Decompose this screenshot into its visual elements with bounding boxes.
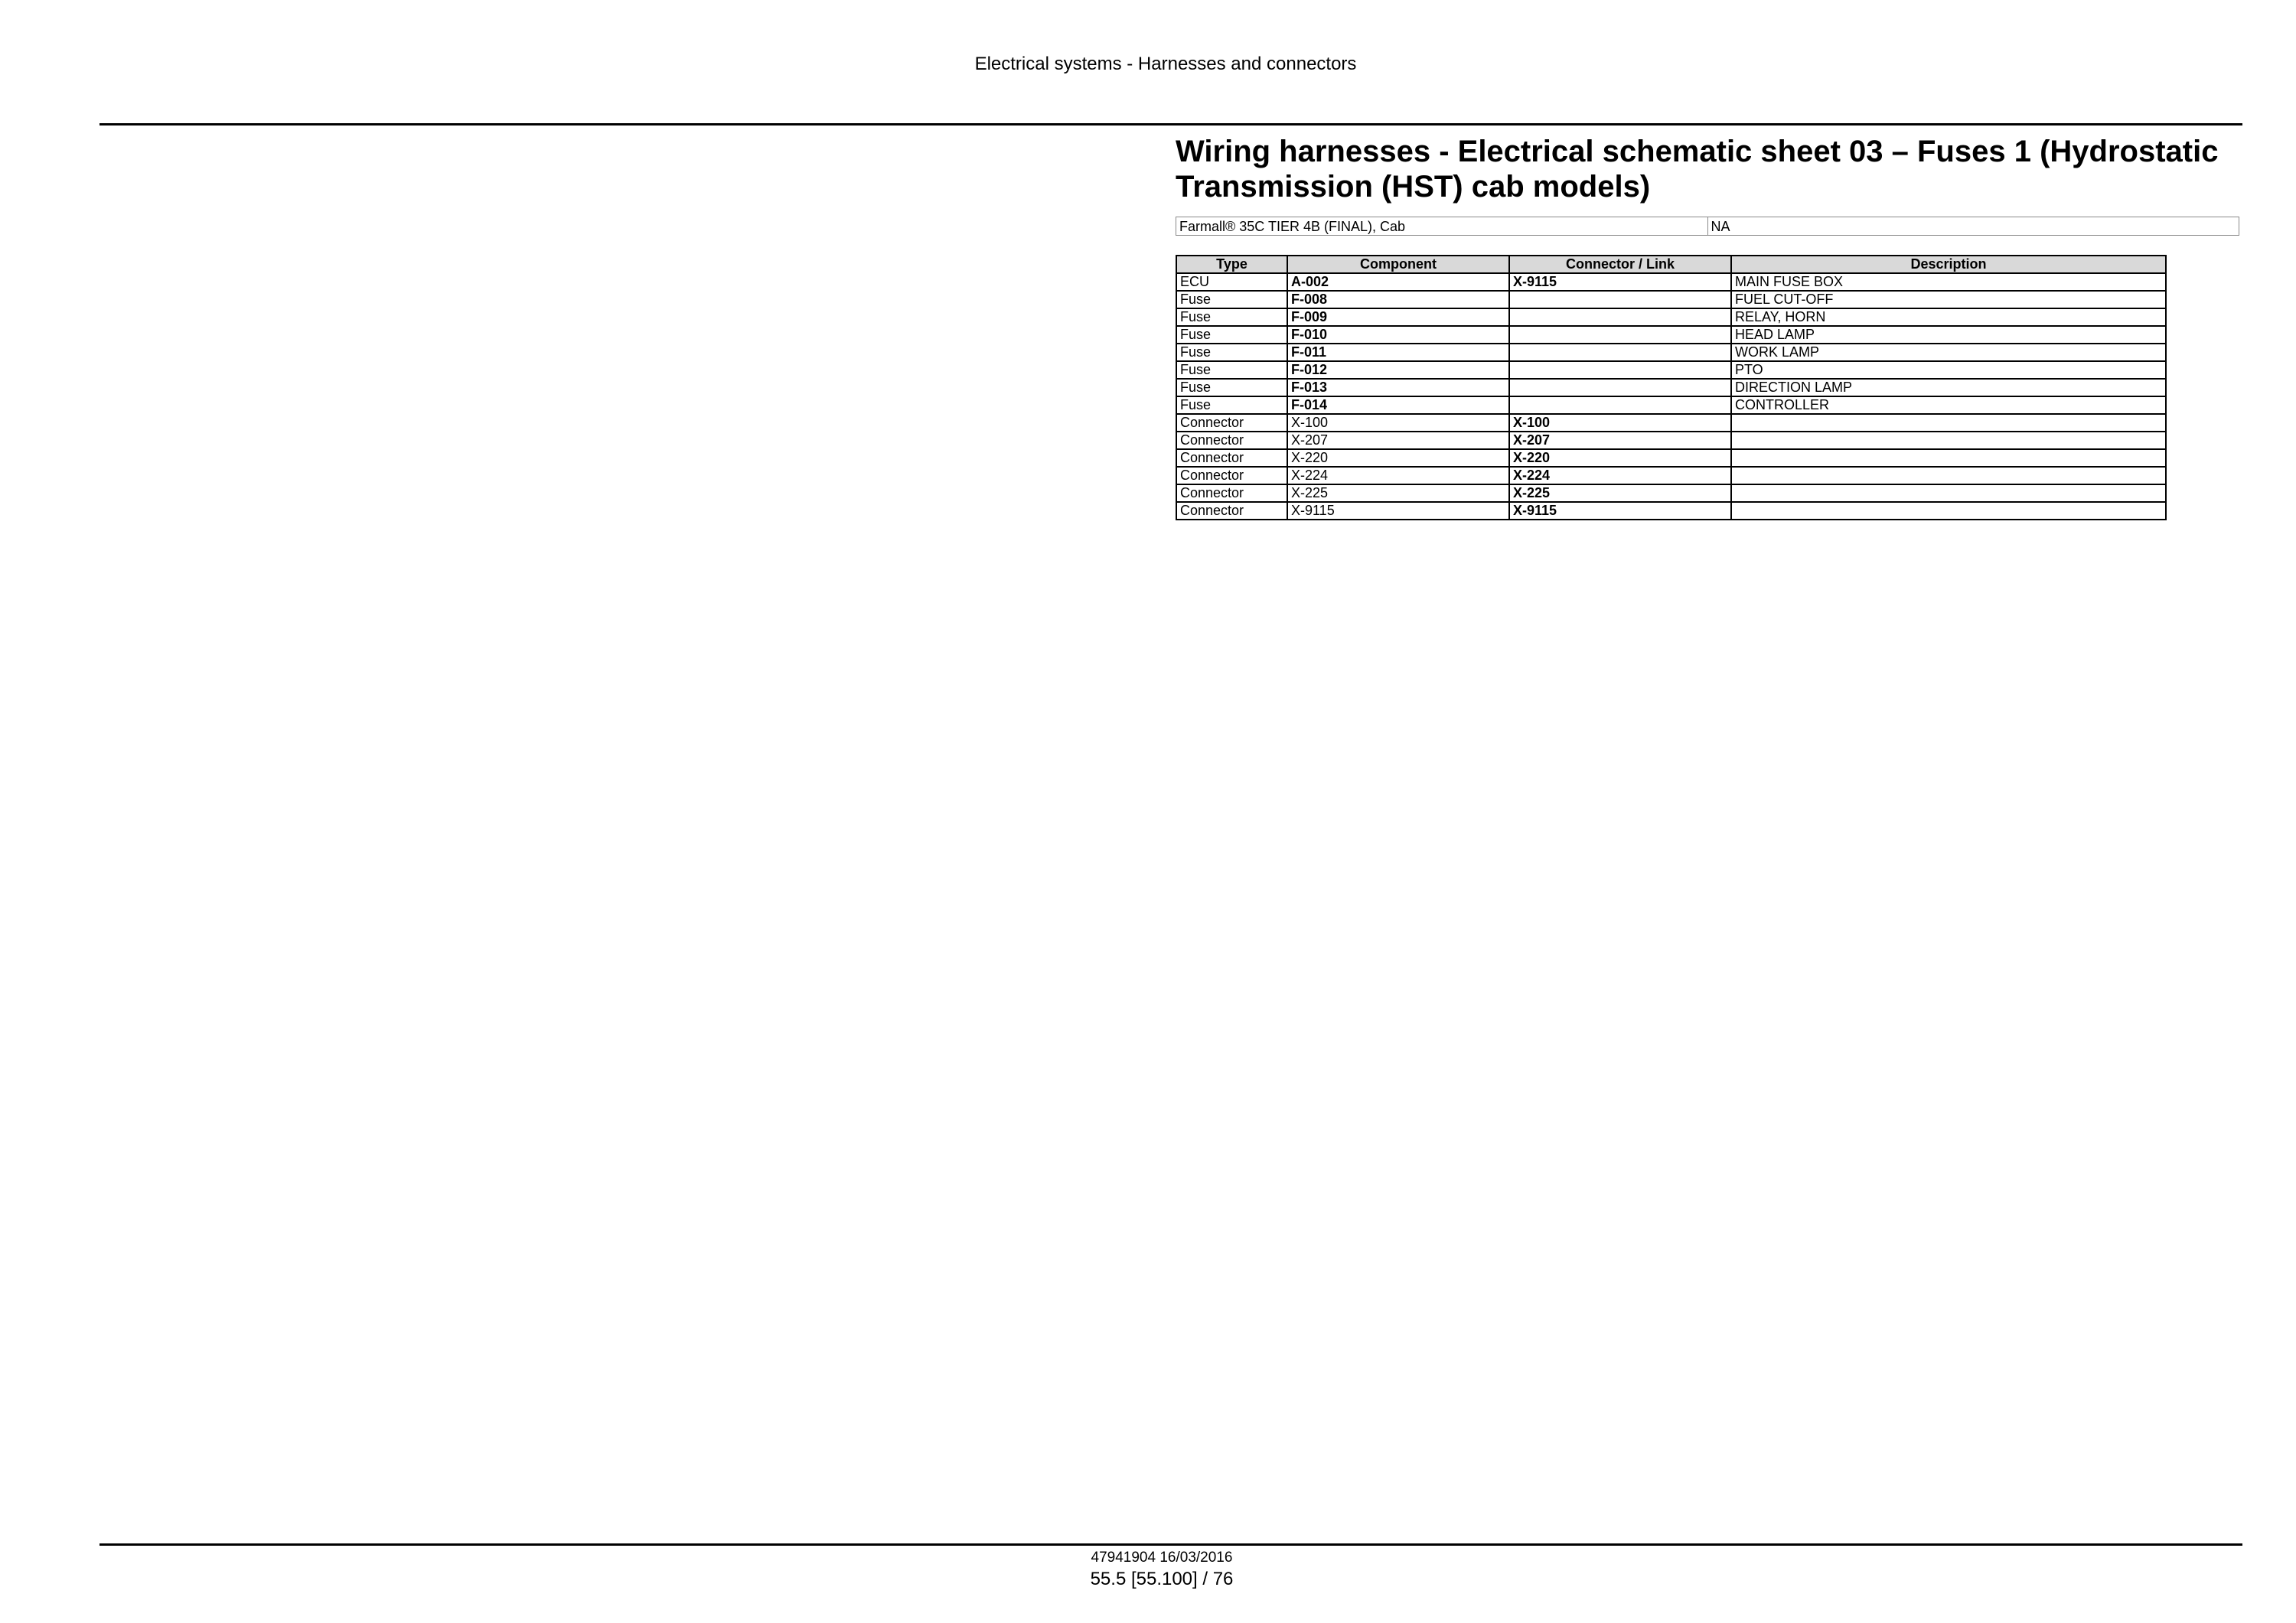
table-row	[1176, 326, 2166, 344]
cell-component: F-014	[1287, 396, 1509, 414]
table-row	[1176, 484, 2166, 502]
cell-type: Fuse	[1176, 308, 1287, 326]
cell-description: HEAD LAMP	[1731, 326, 2166, 344]
cell-component: X-9115	[1287, 502, 1509, 520]
model-info-table	[1176, 217, 2239, 236]
cell-connector	[1509, 379, 1731, 396]
table-row	[1176, 273, 2166, 291]
table-row	[1176, 344, 2166, 361]
cell-description	[1731, 432, 2166, 449]
cell-connector	[1509, 308, 1731, 326]
cell-connector	[1509, 361, 1731, 379]
cell-connector: X-224	[1509, 467, 1731, 484]
cell-connector	[1509, 396, 1731, 414]
cell-component: F-011	[1287, 344, 1509, 361]
table-row	[1176, 414, 2166, 432]
cell-component: X-225	[1287, 484, 1509, 502]
cell-component: X-207	[1287, 432, 1509, 449]
market-code: NA	[1707, 217, 2239, 236]
cell-description	[1731, 467, 2166, 484]
column-header-component: Component	[1287, 256, 1509, 273]
column-header-description: Description	[1731, 256, 2166, 273]
cell-connector: X-9115	[1509, 273, 1731, 291]
cell-description	[1731, 414, 2166, 432]
cell-description: FUEL CUT-OFF	[1731, 291, 2166, 308]
parts-table-header-row	[1176, 256, 2166, 273]
parts-table	[1176, 255, 2167, 520]
cell-connector: X-207	[1509, 432, 1731, 449]
cell-type: Connector	[1176, 484, 1287, 502]
cell-type: Connector	[1176, 432, 1287, 449]
column-header-connector: Connector / Link	[1509, 256, 1731, 273]
document-reference: 47941904 16/03/2016	[1091, 1550, 1233, 1566]
cell-component: A-002	[1287, 273, 1509, 291]
cell-type: Fuse	[1176, 361, 1287, 379]
section-title: Wiring harnesses - Electrical schematic sheet 03 – Fuses 1 (Hydrostatic Transmission (HST) cab models)	[1176, 135, 2219, 204]
table-row	[1176, 396, 2166, 414]
model-name: Farmall® 35C TIER 4B (FINAL), Cab	[1176, 217, 1708, 236]
table-row	[1176, 432, 2166, 449]
footer-divider	[99, 1543, 2242, 1546]
cell-type: ECU	[1176, 273, 1287, 291]
cell-type: Fuse	[1176, 326, 1287, 344]
cell-component: F-008	[1287, 291, 1509, 308]
cell-description	[1731, 449, 2166, 467]
cell-type: Fuse	[1176, 396, 1287, 414]
model-info-row	[1176, 217, 2239, 236]
cell-component: F-009	[1287, 308, 1509, 326]
cell-connector: X-220	[1509, 449, 1731, 467]
cell-connector	[1509, 291, 1731, 308]
page-number: 55.5 [55.100] / 76	[1090, 1569, 1234, 1589]
column-header-type: Type	[1176, 256, 1287, 273]
cell-description	[1731, 502, 2166, 520]
header-divider	[99, 123, 2242, 125]
cell-connector: X-100	[1509, 414, 1731, 432]
cell-component: X-224	[1287, 467, 1509, 484]
cell-type: Connector	[1176, 414, 1287, 432]
table-row	[1176, 502, 2166, 520]
cell-connector: X-9115	[1509, 502, 1731, 520]
cell-component: X-220	[1287, 449, 1509, 467]
running-header: Electrical systems - Harnesses and connectors	[974, 54, 1357, 74]
cell-type: Fuse	[1176, 291, 1287, 308]
cell-connector: X-225	[1509, 484, 1731, 502]
cell-description: MAIN FUSE BOX	[1731, 273, 2166, 291]
cell-description: CONTROLLER	[1731, 396, 2166, 414]
cell-component: F-013	[1287, 379, 1509, 396]
cell-type: Connector	[1176, 502, 1287, 520]
cell-connector	[1509, 326, 1731, 344]
cell-description: PTO	[1731, 361, 2166, 379]
cell-description: WORK LAMP	[1731, 344, 2166, 361]
cell-type: Connector	[1176, 449, 1287, 467]
table-row	[1176, 308, 2166, 326]
cell-type: Fuse	[1176, 379, 1287, 396]
cell-type: Fuse	[1176, 344, 1287, 361]
table-row	[1176, 291, 2166, 308]
cell-type: Connector	[1176, 467, 1287, 484]
cell-description: DIRECTION LAMP	[1731, 379, 2166, 396]
table-row	[1176, 467, 2166, 484]
cell-connector	[1509, 344, 1731, 361]
cell-component: F-010	[1287, 326, 1509, 344]
table-row	[1176, 379, 2166, 396]
table-row	[1176, 449, 2166, 467]
cell-component: X-100	[1287, 414, 1509, 432]
cell-component: F-012	[1287, 361, 1509, 379]
cell-description: RELAY, HORN	[1731, 308, 2166, 326]
table-row	[1176, 361, 2166, 379]
cell-description	[1731, 484, 2166, 502]
